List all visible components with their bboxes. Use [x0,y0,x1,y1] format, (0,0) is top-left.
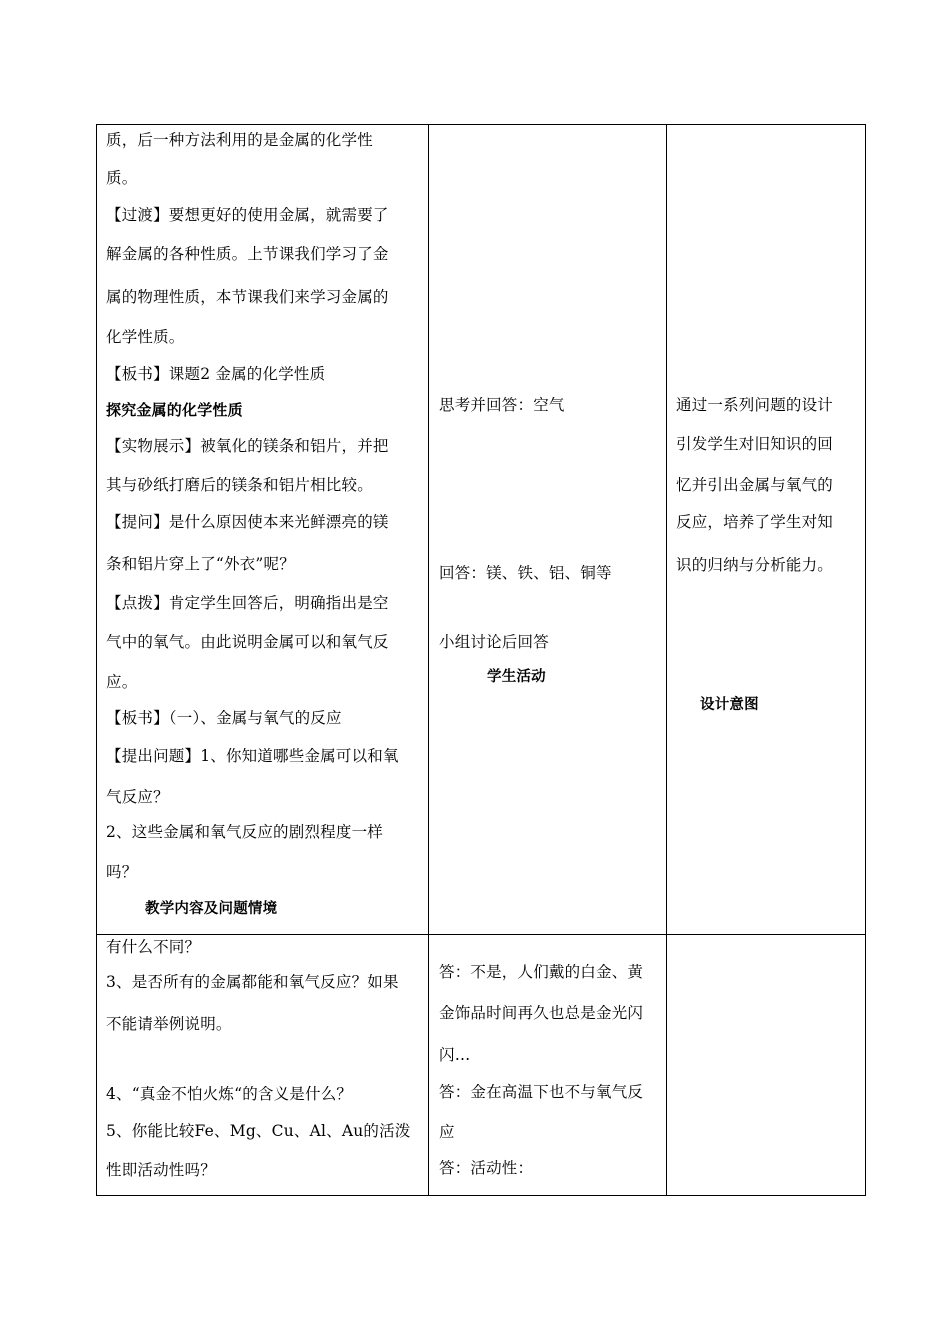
text-line: 条和铝片穿上了“外衣”呢？ [106,555,295,573]
column-header-intent: 设计意图 [700,697,759,713]
text-line: 质，后一种方法利用的是金属的化学性 [106,131,373,149]
text-line: 【板书】（一）、金属与氧气的反应 [106,709,342,727]
text-line: 应。 [106,673,138,691]
text-line: 属的物理性质，本节课我们来学习金属的 [106,288,389,306]
text-line: 回答：镁、铁、铝、铜等 [439,564,612,582]
text-line: 化学性质。 [106,328,185,346]
table-row-divider [96,934,866,935]
text-line: 气反应？ [106,788,169,806]
text-line: 解金属的各种性质。上节课我们学习了金 [106,245,389,263]
text-line: 气中的氧气。由此说明金属可以和氧气反 [106,633,389,651]
table-border-left [96,124,97,1196]
text-line: 答：活动性： [439,1159,534,1177]
text-line: 性即活动性吗？ [106,1161,216,1179]
section-heading: 探究金属的化学性质 [106,401,243,419]
text-line: 5、你能比较Fe、Mg、Cu、Al、Au的活泼 [106,1122,411,1140]
text-line: 通过一系列问题的设计 [676,396,834,414]
text-line: 4、“真金不怕火炼“的含义是什么？ [106,1085,353,1103]
text-line: 3、是否所有的金属都能和氧气反应？如果 [106,973,399,991]
text-line: 不能请举例说明。 [106,1015,232,1033]
text-line: 思考并回答：空气 [439,396,565,414]
column-header-activity: 学生活动 [487,669,546,685]
text-line: 金饰品时间再久也总是金光闪 [439,1004,644,1022]
text-line: 质。 [106,169,138,187]
table-border-right [865,124,866,1196]
table-divider-2 [666,124,667,1196]
text-line: 【点拨】肯定学生回答后，明确指出是空 [106,594,389,612]
table-border-bottom [96,1195,866,1196]
text-line: 2、这些金属和氧气反应的剧烈程度一样 [106,823,383,841]
text-line: 引发学生对旧知识的回 [676,435,834,453]
text-line: 识的归纳与分析能力。 [676,556,834,574]
text-line: 【实物展示】被氧化的镁条和铝片，并把 [106,437,389,455]
text-line: 【提出问题】1、你知道哪些金属可以和氧 [106,747,399,765]
text-line: 答：不是，人们戴的白金、黄 [439,963,644,981]
text-line: 【过渡】要想更好的使用金属，就需要了 [106,206,389,224]
column-header-content: 教学内容及问题情境 [145,901,278,917]
text-line: 有什么不同？ [106,938,201,956]
text-line: 吗？ [106,863,138,881]
text-line: 答：金在高温下也不与氧气反 [439,1083,644,1101]
text-line: 小组讨论后回答 [439,633,549,651]
text-line: 反应，培养了学生对知 [676,513,834,531]
text-line: 【提问】是什么原因使本来光鲜漂亮的镁 [106,513,389,531]
text-line: 闪… [439,1046,471,1064]
text-line: 忆并引出金属与氧气的 [676,476,834,494]
table-divider-1 [428,124,429,1196]
text-line: 应 [439,1123,455,1141]
text-line: 其与砂纸打磨后的镁条和铝片相比较。 [106,476,373,494]
text-line: 【板书】课题2 金属的化学性质 [106,365,326,383]
